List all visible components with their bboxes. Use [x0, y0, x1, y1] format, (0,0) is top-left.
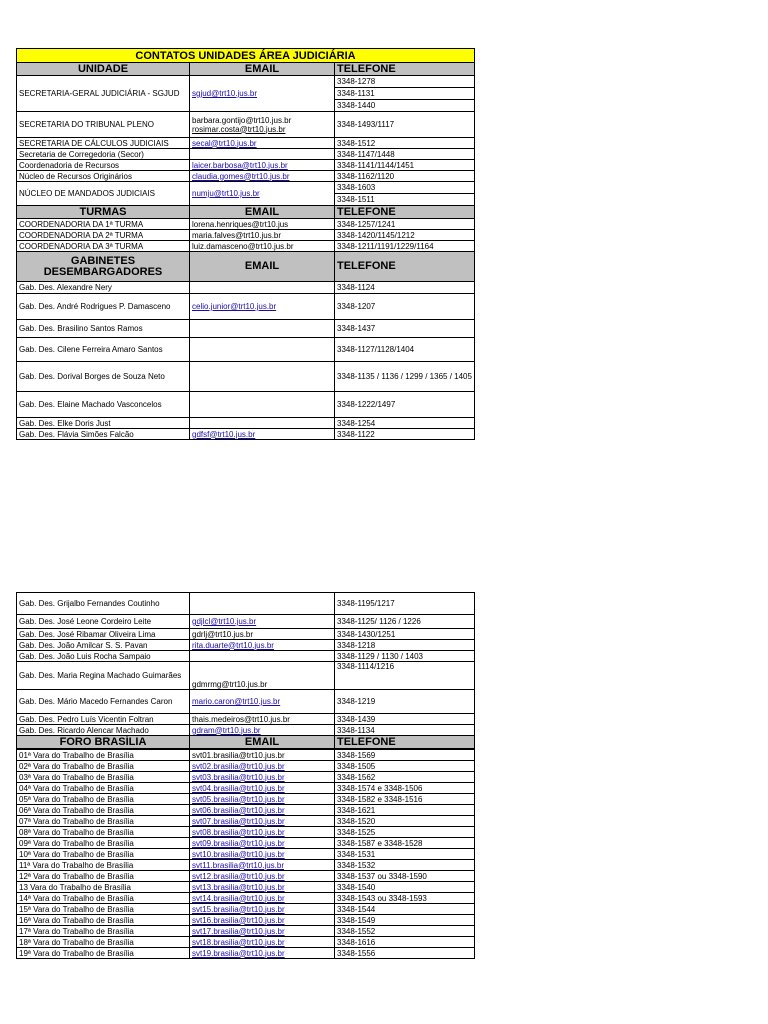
- email-cell: [190, 418, 335, 429]
- unidade-cell: 01ª Vara do Trabalho de Brasília: [17, 750, 190, 761]
- gabinetes-header-label: GABINETES DESEMBARGADORES: [17, 252, 190, 282]
- table-row: [17, 241, 475, 252]
- unidade-cell: Gab. Des. Elaine Machado Vasconcelos: [17, 392, 190, 418]
- table-row: [17, 882, 475, 893]
- phone-cell: 3348-1574 e 3348-1506: [335, 783, 475, 794]
- email-link[interactable]: svt05.brasilia@trt10.jus.br: [190, 794, 335, 805]
- unidade-cell: 18ª Vara do Trabalho de Brasília: [17, 937, 190, 948]
- phone-cell: 3348-1211/1191/1229/1164: [335, 241, 475, 252]
- email-cell-multi: [190, 112, 335, 138]
- foro-header-telefone: TELEFONE: [335, 736, 475, 749]
- table-row: [17, 690, 475, 714]
- foro-header-label: FORO BRASÍLIA: [17, 736, 190, 749]
- turmas-header-telefone: TELEFONE: [335, 206, 475, 219]
- table-row: [17, 294, 475, 320]
- phone-cell: 3348-1129 / 1130 / 1403: [335, 651, 475, 662]
- email-link[interactable]: svt13.brasilia@trt10.jus.br: [190, 882, 335, 893]
- table-row: [17, 392, 475, 418]
- phone-cell: 3348-1552: [335, 926, 475, 937]
- unidade-cell: Gab. Des. Brasilino Santos Ramos: [17, 320, 190, 338]
- phone-cell: 3348-1278: [335, 76, 475, 88]
- unidade-cell: Secretaria de Corregedoria (Secor): [17, 149, 190, 160]
- unidade-cell: Gab. Des. André Rodrigues P. Damasceno: [17, 294, 190, 320]
- email-link[interactable]: rita.duarte@trt10.jus.br: [190, 640, 335, 651]
- phone-cell: 3348-1195/1217: [335, 593, 475, 615]
- unidade-cell: 19ª Vara do Trabalho de Brasília: [17, 948, 190, 959]
- phone-cell: 3348-1207: [335, 294, 475, 320]
- unidade-cell: SECRETARIA DO TRIBUNAL PLENO: [17, 112, 190, 138]
- email-link[interactable]: numju@trt10.jus.br: [190, 182, 335, 206]
- phone-cell: 3348-1549: [335, 915, 475, 926]
- table-row: [17, 615, 475, 629]
- table-row: [17, 362, 475, 392]
- phone-cell: 3348-1219: [335, 690, 475, 714]
- table-row: [17, 593, 475, 615]
- email-link[interactable]: svt11.brasilia@trt10.jus.br: [190, 860, 335, 871]
- turmas-header-email: EMAIL: [190, 206, 335, 219]
- unidade-cell: Gab. Des. Pedro Luís Vicentin Foltran: [17, 714, 190, 725]
- email-link[interactable]: gdjlcl@trt10.jus.br: [190, 615, 335, 629]
- table-row: [17, 750, 475, 761]
- unidade-cell: 05ª Vara do Trabalho de Brasília: [17, 794, 190, 805]
- table-row: [17, 149, 475, 160]
- unidade-cell: 15ª Vara do Trabalho de Brasília: [17, 904, 190, 915]
- phone-cell: 3348-1512: [335, 138, 475, 149]
- table-row: [17, 937, 475, 948]
- table-row: [17, 662, 475, 690]
- phone-cell: 3348-1437: [335, 320, 475, 338]
- unidade-cell: 12ª Vara do Trabalho de Brasília: [17, 871, 190, 882]
- email-link[interactable]: svt19.brasilia@trt10.jus.br: [190, 948, 335, 959]
- phone-cell: 3348-1511: [335, 194, 475, 206]
- turmas-header-label: TURMAS: [17, 206, 190, 219]
- email-link[interactable]: svt03.brasilia@trt10.jus.br: [190, 772, 335, 783]
- table-row: [17, 112, 475, 138]
- header-unidade: UNIDADE: [17, 63, 190, 76]
- unidade-cell: Gab. Des. João Amilcar S. S. Pavan: [17, 640, 190, 651]
- table-row: [17, 926, 475, 937]
- header-telefone: TELEFONE: [335, 63, 475, 76]
- table-row: [17, 230, 475, 241]
- table-row: [17, 219, 475, 230]
- unidade-cell: Núcleo de Recursos Originários: [17, 171, 190, 182]
- phone-cell: 3348-1525: [335, 827, 475, 838]
- table-title-row: [17, 49, 475, 63]
- phone-cell: 3348-1582 e 3348-1516: [335, 794, 475, 805]
- table-row: [17, 138, 475, 149]
- unidade-cell: Gab. Des. José Ribamar Oliveira Lima: [17, 629, 190, 640]
- email-text[interactable]: rosimar.costa@trt10.jus.br: [192, 124, 286, 134]
- table-row: [17, 629, 475, 640]
- table-row: [17, 838, 475, 849]
- email-link[interactable]: svt15.brasilia@trt10.jus.br: [190, 904, 335, 915]
- unidade-cell: 07ª Vara do Trabalho de Brasília: [17, 816, 190, 827]
- email-cell: luiz.damasceno@trt10.jus.br: [190, 241, 335, 252]
- email-cell: [190, 593, 335, 615]
- table-row: [17, 904, 475, 915]
- unidade-cell: COORDENADORIA DA 3ª TURMA: [17, 241, 190, 252]
- email-link[interactable]: svt17.brasilia@trt10.jus.br: [190, 926, 335, 937]
- table-row: [17, 76, 475, 88]
- foro-header-email: EMAIL: [190, 736, 335, 749]
- table-row: [17, 948, 475, 959]
- phone-cell: 3348-1520: [335, 816, 475, 827]
- phone-cell: 3348-1537 ou 3348-1590: [335, 871, 475, 882]
- email-cell: [190, 362, 335, 392]
- unidade-cell: Gab. Des. Alexandre Nery: [17, 282, 190, 294]
- phone-cell: 3348-1134: [335, 725, 475, 736]
- contacts-table-1: [16, 48, 475, 440]
- email-link[interactable]: svt01.brasilia@trt10.jus.br: [190, 750, 335, 761]
- email-cell: maria.falves@trt10.jus.br: [190, 230, 335, 241]
- turmas-header-row: [17, 206, 475, 219]
- table-row: [17, 171, 475, 182]
- phone-cell: 3348-1257/1241: [335, 219, 475, 230]
- phone-cell: 3348-1556: [335, 948, 475, 959]
- phone-cell: 3348-1114/1216: [335, 662, 475, 690]
- phone-cell: 3348-1122: [335, 429, 475, 440]
- table-row: [17, 714, 475, 725]
- unidade-cell: COORDENADORIA DA 1ª TURMA: [17, 219, 190, 230]
- phone-cell: 3348-1587 e 3348-1528: [335, 838, 475, 849]
- email-link[interactable]: svt18.brasilia@trt10.jus.br: [190, 937, 335, 948]
- table-row: [17, 725, 475, 736]
- email-link[interactable]: svt07.brasilia@trt10.jus.br: [190, 816, 335, 827]
- unidade-cell: COORDENADORIA DA 2ª TURMA: [17, 230, 190, 241]
- email-cell: [190, 149, 335, 160]
- table-row: [17, 816, 475, 827]
- email-link[interactable]: svt04.brasilia@trt10.jus.br: [190, 783, 335, 794]
- email-link[interactable]: svt08.brasilia@trt10.jus.br: [190, 827, 335, 838]
- table-row: [17, 849, 475, 860]
- unidade-cell: Gab. Des. Cilene Ferreira Amaro Santos: [17, 338, 190, 362]
- email-link[interactable]: gdram@trt10.jus.br: [190, 725, 335, 736]
- phone-cell: 3348-1439: [335, 714, 475, 725]
- phone-cell: 3348-1616: [335, 937, 475, 948]
- sheet-page-1: [16, 48, 474, 440]
- unidade-cell: NÚCLEO DE MANDADOS JUDICIAIS: [17, 182, 190, 206]
- email-link[interactable]: secal@trt10.jus.br: [190, 138, 335, 149]
- email-cell: [190, 651, 335, 662]
- email-link[interactable]: svt14.brasilia@trt10.jus.br: [190, 893, 335, 904]
- table-row: [17, 827, 475, 838]
- unidade-cell: 13 Vara do Trabalho de Brasília: [17, 882, 190, 893]
- table-row: [17, 915, 475, 926]
- table-row: [17, 805, 475, 816]
- table-row: [17, 640, 475, 651]
- phone-cell: 3348-1562: [335, 772, 475, 783]
- phone-cell: 3348-1254: [335, 418, 475, 429]
- gabinetes-header-email: EMAIL: [190, 252, 335, 282]
- header-email: EMAIL: [190, 63, 335, 76]
- unidade-cell: 03ª Vara do Trabalho de Brasília: [17, 772, 190, 783]
- table-row: [17, 182, 475, 194]
- email-cell: lorena.henriques@trt10.jus: [190, 219, 335, 230]
- phone-cell: 3348-1430/1251: [335, 629, 475, 640]
- table-row: [17, 651, 475, 662]
- table-row: [17, 783, 475, 794]
- unidade-cell: Gab. Des. Mário Macedo Fernandes Caron: [17, 690, 190, 714]
- unidade-cell: Gab. Des. Flávia Simões Falcão: [17, 429, 190, 440]
- unidade-cell: 04ª Vara do Trabalho de Brasília: [17, 783, 190, 794]
- phone-cell: 3348-1124: [335, 282, 475, 294]
- phone-cell: 3348-1420/1145/1212: [335, 230, 475, 241]
- email-cell: [190, 320, 335, 338]
- phone-cell: 3348-1141/1144/1451: [335, 160, 475, 171]
- email-link[interactable]: gdfsf@trt10.jus.br: [190, 429, 335, 440]
- unidade-cell: 14ª Vara do Trabalho de Brasília: [17, 893, 190, 904]
- unidade-cell: Coordenadoria de Recursos: [17, 160, 190, 171]
- phone-cell: 3348-1218: [335, 640, 475, 651]
- phone-cell: 3348-1603: [335, 182, 475, 194]
- email-link[interactable]: svt06.brasilia@trt10.jus.br: [190, 805, 335, 816]
- email-cell: gdmrmg@trt10.jus.br: [190, 662, 335, 690]
- header-row: [17, 63, 475, 76]
- email-link[interactable]: sgjud@trt10.jus.br: [190, 76, 335, 112]
- phone-cell: 3348-1135 / 1136 / 1299 / 1365 / 1405: [335, 362, 475, 392]
- table-row: [17, 772, 475, 783]
- email-cell: [190, 338, 335, 362]
- email-text[interactable]: barbara.gontijo@trt10.jus.br: [192, 115, 292, 125]
- unidade-cell: SECRETARIA DE CÁLCULOS JUDICIAIS: [17, 138, 190, 149]
- unidade-cell: Gab. Des. Grijalbo Fernandes Coutinho: [17, 593, 190, 615]
- email-link[interactable]: svt02.brasilia@trt10.jus.br: [190, 761, 335, 772]
- phone-cell: 3348-1543 ou 3348-1593: [335, 893, 475, 904]
- unidade-cell: 08ª Vara do Trabalho de Brasília: [17, 827, 190, 838]
- table-row: [17, 893, 475, 904]
- unidade-cell: Gab. Des. João Luis Rocha Sampaio: [17, 651, 190, 662]
- gabinetes-header-row: [17, 252, 475, 282]
- unidade-cell: Gab. Des. Ricardo Alencar Machado: [17, 725, 190, 736]
- email-link[interactable]: svt16.brasilia@trt10.jus.br: [190, 915, 335, 926]
- table-row: [17, 282, 475, 294]
- table-row: [17, 429, 475, 440]
- table-row: [17, 418, 475, 429]
- unidade-cell: 09ª Vara do Trabalho de Brasília: [17, 838, 190, 849]
- phone-cell: 3348-1222/1497: [335, 392, 475, 418]
- phone-cell: 3348-1569: [335, 750, 475, 761]
- phone-cell: 3348-1162/1120: [335, 171, 475, 182]
- table-row: [17, 794, 475, 805]
- foro-header-row: [17, 736, 475, 749]
- table-row: [17, 338, 475, 362]
- unidade-cell: 10ª Vara do Trabalho de Brasília: [17, 849, 190, 860]
- phone-cell: 3348-1505: [335, 761, 475, 772]
- phone-cell: 3348-1131: [335, 88, 475, 100]
- email-cell: [190, 282, 335, 294]
- email-link[interactable]: celio.junior@trt10.jus.br: [190, 294, 335, 320]
- unidade-cell: 16ª Vara do Trabalho de Brasília: [17, 915, 190, 926]
- email-link[interactable]: svt10.brasilia@trt10.jus.br: [190, 849, 335, 860]
- phone-cell: 3348-1544: [335, 904, 475, 915]
- email-link[interactable]: claudia.gomes@trt10.jus.br: [190, 171, 335, 182]
- sheet-page-2: [16, 592, 474, 959]
- table-row: [17, 320, 475, 338]
- contacts-table-2: [16, 592, 475, 749]
- phone-cell: 3348-1127/1128/1404: [335, 338, 475, 362]
- foro-table: [16, 749, 475, 959]
- email-cell: gdrlj@trt10.jus.br: [190, 629, 335, 640]
- unidade-cell: 06ª Vara do Trabalho de Brasília: [17, 805, 190, 816]
- unidade-cell: 02ª Vara do Trabalho de Brasília: [17, 761, 190, 772]
- unidade-cell: Gab. Des. Elke Doris Just: [17, 418, 190, 429]
- phone-cell: 3348-1147/1448: [335, 149, 475, 160]
- foro-body: [17, 750, 475, 959]
- phone-cell: 3348-1493/1117: [335, 112, 475, 138]
- table-row: [17, 160, 475, 171]
- phone-cell: 3348-1540: [335, 882, 475, 893]
- email-cell: thais.medeiros@trt10.jus.br: [190, 714, 335, 725]
- table-title: CONTATOS UNIDADES ÁREA JUDICIÁRIA: [17, 49, 475, 63]
- gabinetes-header-telefone: TELEFONE: [335, 252, 475, 282]
- phone-cell: 3348-1125/ 1126 / 1226: [335, 615, 475, 629]
- phone-cell: 3348-1532: [335, 860, 475, 871]
- table-row: [17, 761, 475, 772]
- table-row: [17, 860, 475, 871]
- unidade-cell: 11ª Vara do Trabalho de Brasília: [17, 860, 190, 871]
- email-link[interactable]: svt09.brasilia@trt10.jus.br: [190, 838, 335, 849]
- phone-cell: 3348-1531: [335, 849, 475, 860]
- email-cell: [190, 392, 335, 418]
- email-link[interactable]: mario.caron@trt10.jus.br: [190, 690, 335, 714]
- table-row: [17, 871, 475, 882]
- unidade-cell: Gab. Des. Maria Regina Machado Guimarães: [17, 662, 190, 690]
- phone-cell: 3348-1440: [335, 100, 475, 112]
- unidade-cell: 17ª Vara do Trabalho de Brasília: [17, 926, 190, 937]
- email-link[interactable]: laicer.barbosa@trt10.jus.br: [190, 160, 335, 171]
- phone-cell: 3348-1621: [335, 805, 475, 816]
- unidade-cell: Gab. Des. José Leone Cordeiro Leite: [17, 615, 190, 629]
- unidade-cell: Gab. Des. Dorival Borges de Souza Neto: [17, 362, 190, 392]
- unidade-cell: SECRETARIA-GERAL JUDICIÁRIA - SGJUD: [17, 76, 190, 112]
- email-link[interactable]: svt12.brasilia@trt10.jus.br: [190, 871, 335, 882]
